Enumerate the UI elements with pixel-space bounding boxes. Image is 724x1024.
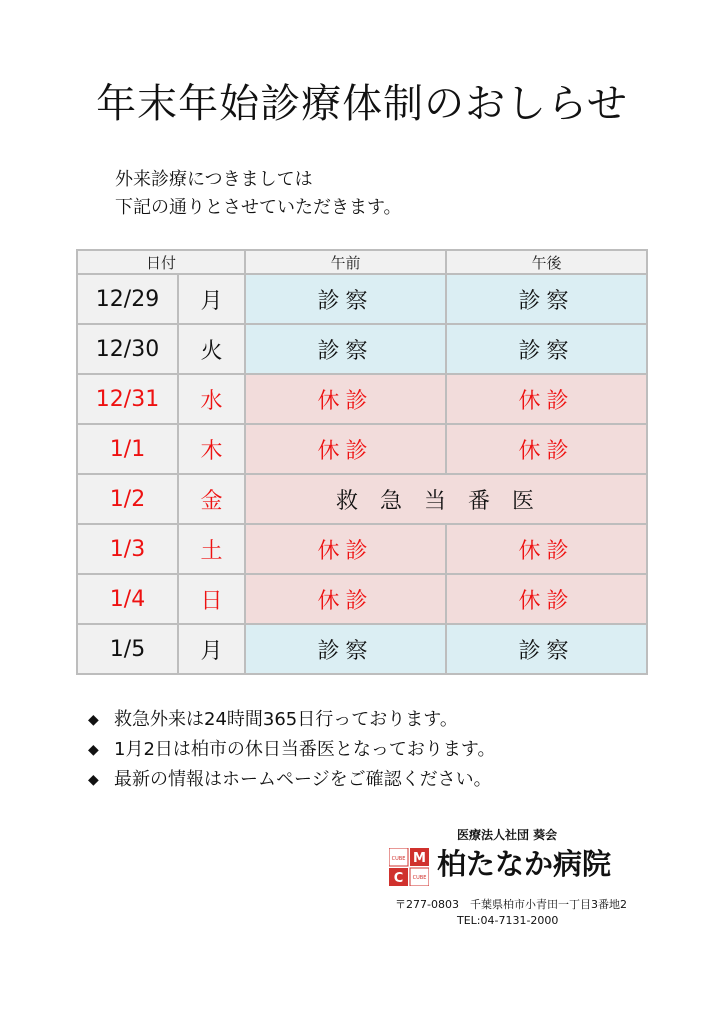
row-pm-status: 休診: [446, 374, 647, 424]
table-row: [77, 524, 647, 574]
list-item: [88, 705, 495, 735]
header-pm: 午後: [446, 250, 647, 274]
table-row: [77, 624, 647, 674]
intro-line-2: 下記の通りとさせていただきます。: [115, 197, 402, 218]
logo-letter-m: M: [413, 851, 426, 866]
row-am-status: 休診: [245, 374, 446, 424]
header-date: 日付: [77, 250, 245, 274]
row-am-status: 休診: [245, 424, 446, 474]
row-pm-status: 休診: [446, 424, 647, 474]
row-weekday: 金: [178, 474, 245, 524]
hospital-logo-icon: [389, 848, 429, 886]
row-am-status: 診察: [245, 274, 446, 324]
logo-small-text: CUBE: [391, 856, 406, 862]
table-row: [77, 374, 647, 424]
row-date: 12/30: [77, 324, 178, 374]
row-weekday: 日: [178, 574, 245, 624]
table-header-row: [77, 250, 647, 274]
row-date: 12/29: [77, 274, 178, 324]
list-item: [88, 735, 495, 765]
row-weekday: 水: [178, 374, 245, 424]
hospital-phone: TEL:04-7131-2000: [457, 914, 559, 927]
note-text: 最新の情報はホームページをご確認ください。: [114, 769, 492, 790]
table-row: [77, 274, 647, 324]
row-pm-status: 休診: [446, 524, 647, 574]
hospital-name: 柏たなか病院: [437, 847, 612, 881]
row-weekday: 月: [178, 274, 245, 324]
logo-small-text: CUBE: [412, 875, 427, 881]
table-row: [77, 474, 647, 524]
row-date: 12/31: [77, 374, 178, 424]
row-date: 1/2: [77, 474, 178, 524]
row-pm-status: 診察: [446, 624, 647, 674]
note-text: 救急外来は24時間365日行っております。: [114, 709, 458, 730]
table-row: [77, 574, 647, 624]
row-pm-status: 診察: [446, 274, 647, 324]
table-row: [77, 424, 647, 474]
intro-line-1: 外来診療につきましては: [115, 169, 313, 190]
table-row: [77, 324, 647, 374]
row-weekday: 月: [178, 624, 245, 674]
row-am-status: 休診: [245, 524, 446, 574]
row-am-status: 休診: [245, 574, 446, 624]
note-text: 1月2日は柏市の休日当番医となっております。: [114, 739, 496, 760]
diamond-bullet-icon: ◆: [88, 712, 99, 728]
diamond-bullet-icon: ◆: [88, 742, 99, 758]
row-pm-status: 診察: [446, 324, 647, 374]
notes-list: [88, 705, 495, 795]
corporation-name: 医療法人社団 葵会: [457, 828, 558, 842]
diamond-bullet-icon: ◆: [88, 772, 99, 788]
hospital-address: 〒277-0803 千葉県柏市小青田一丁目3番地2: [395, 898, 627, 911]
row-am-status: 診察: [245, 324, 446, 374]
schedule-table: [76, 249, 648, 675]
row-date: 1/3: [77, 524, 178, 574]
list-item: [88, 765, 495, 795]
logo-letter-c: C: [393, 871, 404, 886]
row-date: 1/5: [77, 624, 178, 674]
row-weekday: 土: [178, 524, 245, 574]
row-weekday: 木: [178, 424, 245, 474]
row-emergency-status: 救急当番医: [245, 474, 647, 524]
row-am-status: 診察: [245, 624, 446, 674]
intro-text: [115, 166, 402, 222]
row-pm-status: 休診: [446, 574, 647, 624]
page-title: 年末年始診療体制のおしらせ: [96, 81, 628, 127]
row-date: 1/1: [77, 424, 178, 474]
header-am: 午前: [245, 250, 446, 274]
row-date: 1/4: [77, 574, 178, 624]
row-weekday: 火: [178, 324, 245, 374]
